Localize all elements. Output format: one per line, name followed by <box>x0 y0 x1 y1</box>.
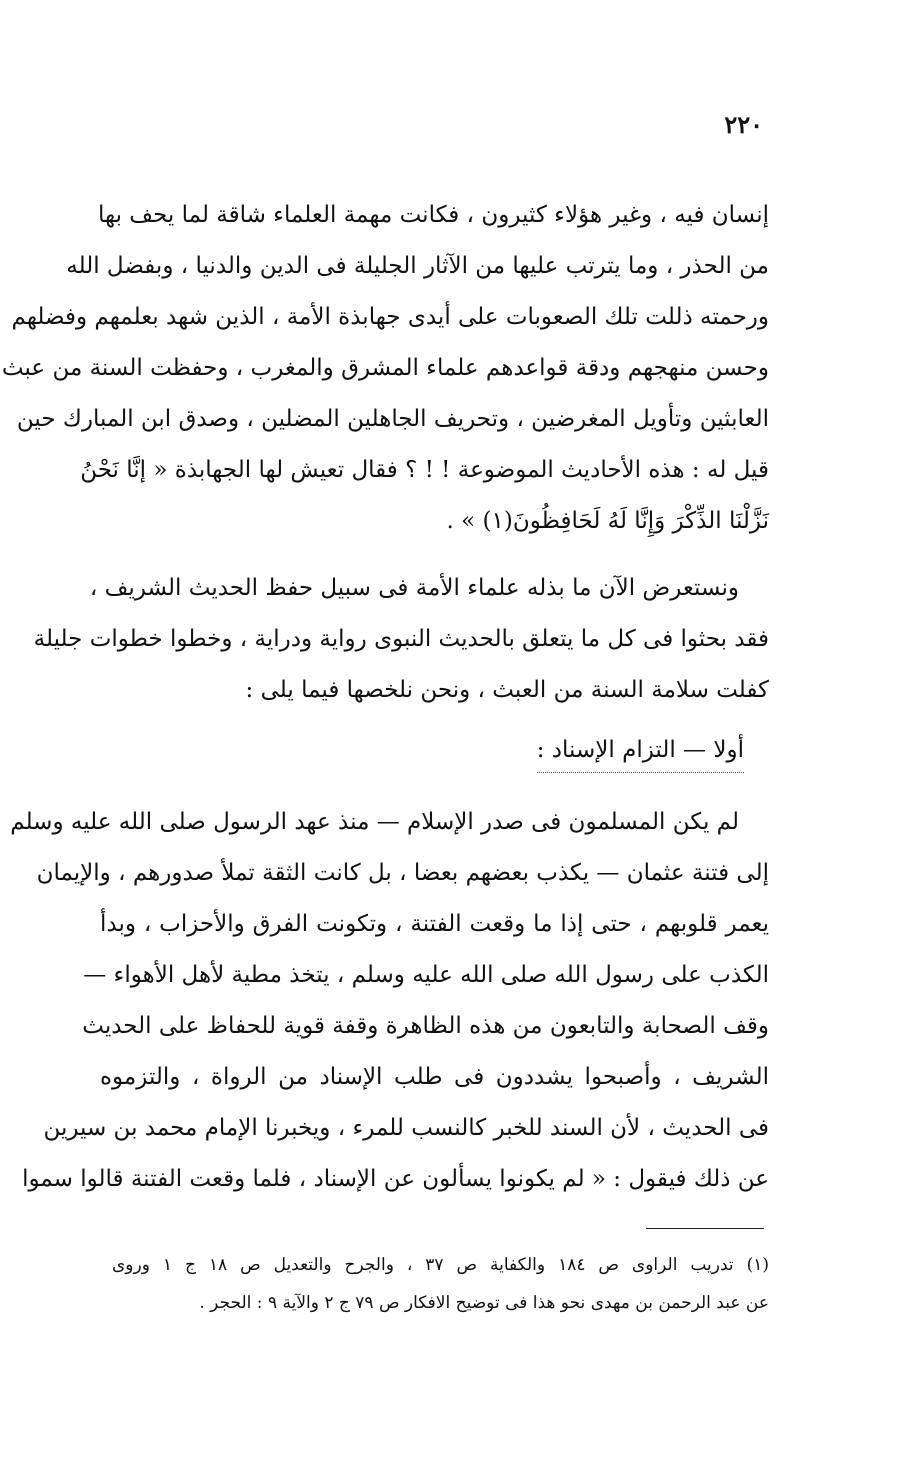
paragraph-1 <box>1 190 769 547</box>
text-line: فقد بحثوا فى كل ما يتعلق بالحديث النبوى رواية ودراية ، وخطوا خطوات جليلة <box>33 626 769 652</box>
text-line: يعمر قلوبهم ، حتى إذا ما وقعت الفتنة ، وتكونت الفرق والأحزاب ، وبدأ <box>100 911 769 937</box>
main-text <box>1 190 769 1205</box>
text-line: ورحمته ذللت تلك الصعوبات على أيدى جهابذة الأمة ، الذين شهد بعلمهم وفضلهم <box>11 304 769 330</box>
paragraph-3 <box>10 797 769 1205</box>
text-line: كفلت سلامة السنة من العبث ، ونحن نلخصها فيما يلى : <box>245 677 769 703</box>
paragraph-spacer <box>100 547 769 563</box>
text-line: إنسان فيه ، وغير هؤلاء كثيرون ، فكانت مهمة العلماء شاقة لما يحف بها <box>97 202 769 228</box>
text-line: من الحذر ، وما يترتب عليها من الآثار الجليلة فى الدين والدنيا ، وبفضل الله <box>66 253 769 279</box>
text-line: الشريف ، وأصبحوا يشددون فى طلب الإسناد من الرواة ، والتزموه <box>100 1064 769 1090</box>
text-line: فى الحديث ، لأن السند للخبر كالنسب للمرء ، ويخبرنا الإمام محمد بن سيرين <box>43 1115 769 1141</box>
text-line: ونستعرض الآن ما بذله علماء الأمة فى سبيل حفظ الحديث الشريف ، <box>89 575 739 601</box>
text-line: العابثين وتأويل المغرضين ، وتحريف الجاهلين المضلين ، وصدق ابن المبارك حين <box>16 406 769 432</box>
footnote-line: (١) تدريب الراوى ص ١٨٤ والكفاية ص ٣٧ ، والجرح والتعديل ص ١٨ ج ١ وروى <box>112 1255 769 1275</box>
text-line: عن ذلك فيقول : « لم يكونوا يسألون عن الإسناد ، فلما وقعت الفتنة قالوا سموا <box>22 1166 769 1192</box>
text-line: قيل له : هذه الأحاديث الموضوعة ! ! ؟ فقال تعيش لها الجهابذة « إنَّا نَحْنُ <box>80 457 769 483</box>
footnote-line: عن عبد الرحمن بن مهدى نحو هذا فى توضيح الافكار ص ٧٩ ج ٢ والآية ٩ : الحجر . <box>199 1293 769 1313</box>
text-line: وحسن منهجهم ودقة قواعدهم علماء المشرق والمغرب ، وحفظت السنة من عبث <box>1 355 769 381</box>
section-heading: أولا — التزام الإسناد : <box>537 730 744 773</box>
footnotes <box>112 1246 769 1322</box>
text-line: نَزَّلْنَا الذِّكْرَ وَإِنَّا لَهُ لَحَافِظُونَ(١) » . <box>446 508 769 534</box>
paragraph-2 <box>33 563 769 716</box>
text-line: إلى فتنة عثمان — يكذب بعضهم بعضا ، بل كانت الثقة تملأ صدورهم ، والإيمان <box>36 860 769 886</box>
text-line: الكذب على رسول الله صلى الله عليه وسلم ، يتخذ مطية لأهل الأهواء — <box>83 962 769 988</box>
footnote-divider <box>646 1228 764 1229</box>
page-number: ٢٢٠ <box>724 110 763 139</box>
text-line: وقف الصحابة والتابعون من هذه الظاهرة وقفة قوية للحفاظ على الحديث <box>82 1013 769 1039</box>
text-line: لم يكن المسلمون فى صدر الإسلام — منذ عهد الرسول صلى الله عليه وسلم <box>10 809 739 835</box>
